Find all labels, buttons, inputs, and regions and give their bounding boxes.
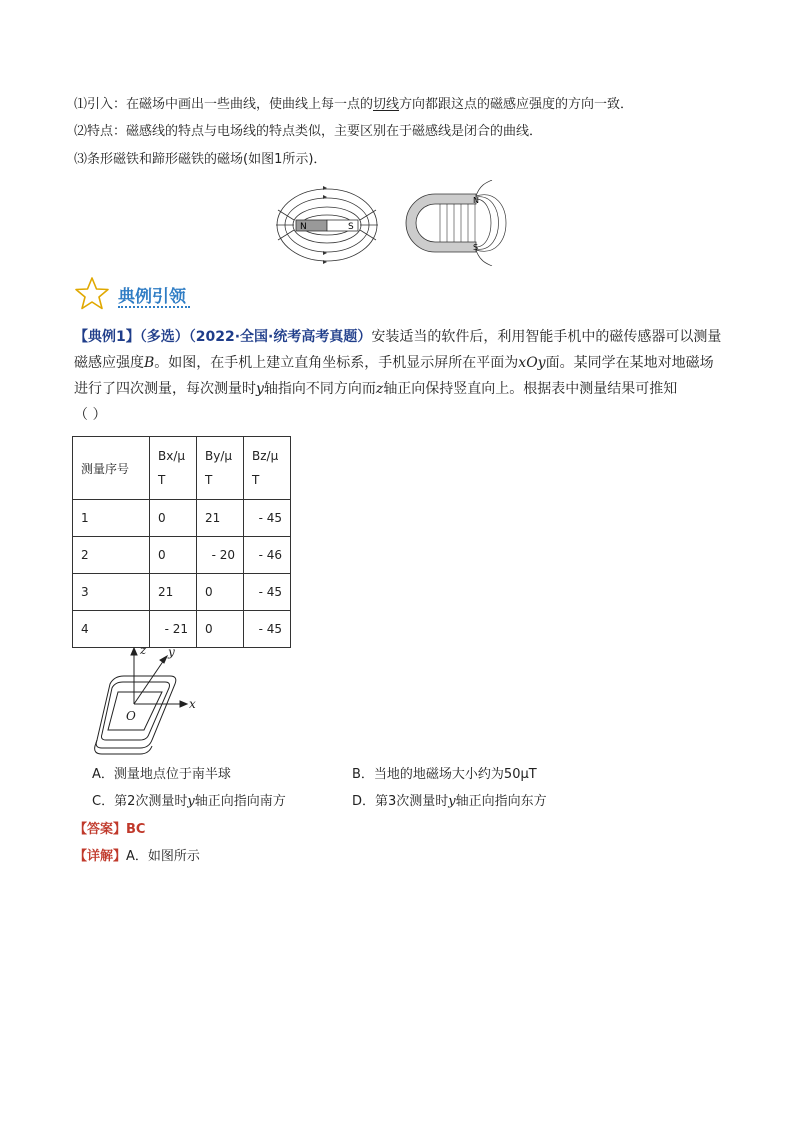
origin-label: O (126, 709, 136, 723)
south-pole-label: S (473, 243, 479, 252)
bar-magnet (296, 220, 358, 232)
intro-line-3: ⑶条形磁铁和蹄形磁铁的磁场(如图1所示)． (74, 152, 327, 167)
z-axis-label: z (140, 643, 147, 657)
variable: xOy (518, 355, 546, 371)
table-cell: - 45 (244, 611, 291, 648)
table-header-cell: 测量序号 (73, 437, 150, 500)
horseshoe-outer-field-lines (476, 180, 506, 266)
table-header-cell: Bx/μT (150, 437, 197, 500)
detail-text: A．如图所示 (126, 849, 200, 864)
magnet-field-figure (270, 180, 530, 266)
table-cell: 0 (197, 611, 244, 648)
option-text: D．第3次测量时 (352, 794, 449, 809)
example-text: 轴指向不同方向而 (263, 381, 376, 397)
example-line-3 (74, 376, 724, 402)
intro-line-1 (74, 96, 633, 114)
intro-text: ⑴引入：在磁场中画出一些曲线，使曲线上每一点的 (74, 97, 374, 112)
variable: y (187, 794, 195, 809)
south-pole-label: S (348, 222, 354, 232)
detail-label: 【详解】 (74, 849, 127, 864)
answer-label: 【答案】 (74, 822, 127, 837)
y-axis-label: y (168, 645, 175, 659)
section-heading (74, 276, 314, 316)
table-header-cell: By/μT (197, 437, 244, 500)
table-cell: - 46 (244, 537, 291, 574)
example-tag: 【典例1】 (74, 329, 140, 345)
underlined-term: 切线 (373, 97, 400, 112)
table-cell: - 21 (150, 611, 197, 648)
table-header-cell: Bz/μT (244, 437, 291, 500)
detail-line (74, 848, 200, 866)
table-cell: 3 (73, 574, 150, 611)
example-text: 面。某同学在某地对地磁场 (545, 355, 714, 371)
intro-text: 方向都跟这点的磁感应强度的方向一致． (399, 97, 634, 112)
table-cell: - 20 (197, 537, 244, 574)
table-row (73, 500, 291, 537)
variable: y (448, 794, 456, 809)
option-text: 轴正向指向南方 (194, 794, 286, 809)
example-text: 。如图，在手机上建立直角坐标系，手机显示屏所在平面为 (154, 355, 519, 371)
table-cell: 1 (73, 500, 150, 537)
example-text: 磁感应强度 (74, 355, 144, 371)
example-text: 进行了四次测量，每次测量时 (74, 381, 256, 397)
option-a: A．测量地点位于南半球 (92, 767, 231, 782)
answer-paren: （ ） (74, 407, 107, 423)
table-cell: 2 (73, 537, 150, 574)
table-cell: 0 (150, 500, 197, 537)
table-cell: - 45 (244, 574, 291, 611)
option-c (92, 793, 286, 811)
section-title: 典例引领 (118, 287, 186, 307)
horseshoe-magnet (406, 180, 506, 266)
intro-line-2: ⑵特点：磁感线的特点与电场线的特点类似，主要区别在于磁感线是闭合的曲线． (74, 124, 543, 139)
horseshoe-inner-field-lines (440, 204, 475, 242)
variable: z (375, 381, 384, 397)
north-pole-label: N (473, 196, 479, 205)
x-axis-label: x (189, 697, 196, 711)
variable: y (256, 381, 264, 397)
option-b: B．当地的地磁场大小约为50μT (352, 767, 537, 782)
table-cell: 0 (197, 574, 244, 611)
example-type: （多选） (139, 329, 189, 345)
phone-coordinate-figure (88, 642, 208, 756)
example-text: 轴正向保持竖直向上。根据表中测量结果可推知 (383, 381, 678, 397)
example-source: （2022·全国·统考高考真题） (188, 329, 372, 345)
table-row (73, 537, 291, 574)
table-cell: 21 (150, 574, 197, 611)
variable: B (144, 355, 155, 371)
section-title-underline (118, 306, 190, 308)
option-text: 轴正向指向东方 (455, 794, 547, 809)
measurement-table (72, 436, 291, 648)
example-line-1 (74, 324, 724, 350)
answer-value: BC (126, 822, 146, 837)
table-cell: 4 (73, 611, 150, 648)
answer-line (74, 821, 145, 839)
table-cell: - 45 (244, 500, 291, 537)
table-cell: 21 (197, 500, 244, 537)
north-pole-label: N (300, 222, 307, 232)
table-cell: 0 (150, 537, 197, 574)
table-row (73, 574, 291, 611)
option-d (352, 793, 547, 811)
example-text: 安装适当的软件后，利用智能手机中的磁传感器可以测量 (371, 329, 722, 345)
option-text: C．第2次测量时 (92, 794, 188, 809)
example-line-2 (74, 350, 724, 376)
table-header-row (73, 437, 291, 500)
star-icon (74, 276, 110, 312)
